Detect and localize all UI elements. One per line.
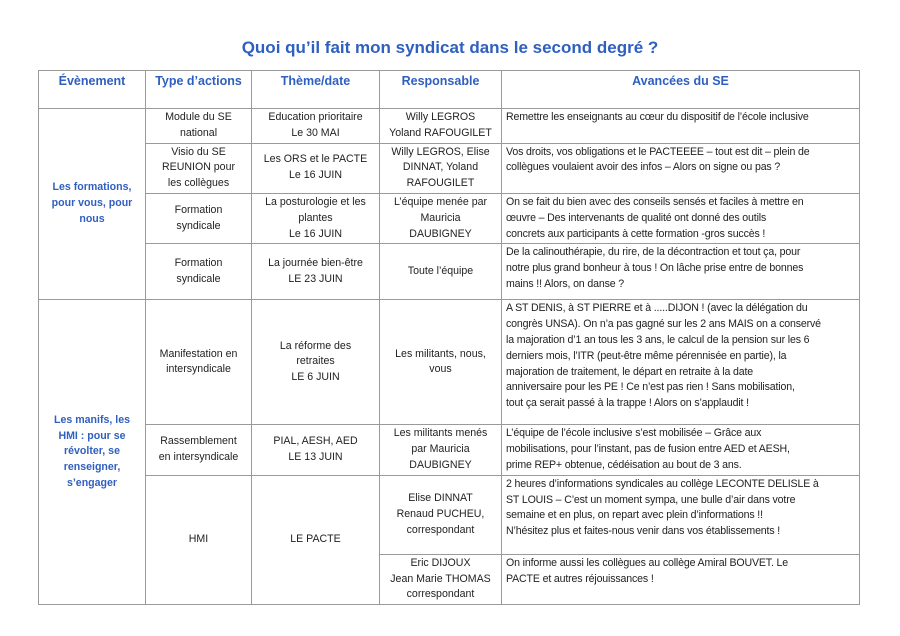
table-row [39, 244, 860, 300]
avancees-cell: De la calinouthérapie, du rire, de la décontraction et tout ça, pour notre plus grand bonheur à tous ! On lâche prise entre de bonnes mains !! Alors, on danse ? [502, 244, 860, 300]
header-avancees: Avancées du SE [502, 71, 860, 109]
theme-cell: PIAL, AESH, AED LE 13 JUIN [252, 425, 380, 475]
avancees-cell: On se fait du bien avec des conseils sensés et faciles à mettre en œuvre – Des intervenants de qualité ont donné des outils concrets aux participants à cette formation -gros succès ! [502, 193, 860, 243]
responsable-cell: Willy LEGROS, Elise DINNAT, Yoland RAFOUGILET [380, 143, 502, 193]
responsable-cell: Elise DINNAT Renaud PUCHEU, correspondant [380, 475, 502, 554]
responsable-cell: Eric DIJOUX Jean Marie THOMAS correspondant [380, 554, 502, 604]
theme-cell: La journée bien-être LE 23 JUIN [252, 244, 380, 300]
header-evenement: Évènement [39, 71, 146, 109]
table-row [39, 300, 860, 425]
table-row [39, 193, 860, 243]
avancees-cell: Vos droits, vos obligations et le PACTEEEE – tout est dit – plein de collègues voulaient avoir des infos – Alors on signe ou pas ? [502, 143, 860, 193]
avancees-cell: Remettre les enseignants au cœur du dispositif de l’école inclusive [502, 109, 860, 144]
theme-cell: Les ORS et le PACTE Le 16 JUIN [252, 143, 380, 193]
responsable-cell: L’équipe menée par Mauricia DAUBIGNEY [380, 193, 502, 243]
type-cell: Rassemblement en intersyndicale [146, 425, 252, 475]
table-row [39, 425, 860, 475]
type-cell: Module du SE national [146, 109, 252, 144]
table-row [39, 475, 860, 554]
event-manifs: Les manifs, les HMI : pour se révolter, se renseigner, s’engager [39, 300, 146, 605]
header-type-actions: Type d’actions [146, 71, 252, 109]
type-cell: Formation syndicale [146, 244, 252, 300]
responsable-cell: Toute l’équipe [380, 244, 502, 300]
table-row [39, 143, 860, 193]
type-cell: Manifestation en intersyndicale [146, 300, 252, 425]
header-theme-date: Thème/date [252, 71, 380, 109]
responsable-cell: Les militants, nous, vous [380, 300, 502, 425]
avancees-cell: On informe aussi les collègues au collège Amiral BOUVET. Le PACTE et autres réjouissances ! [502, 554, 860, 604]
theme-cell: LE PACTE [252, 475, 380, 604]
theme-cell: La réforme des retraites LE 6 JUIN [252, 300, 380, 425]
theme-cell: Education prioritaire Le 30 MAI [252, 109, 380, 144]
theme-cell: La posturologie et les plantes Le 16 JUIN [252, 193, 380, 243]
type-cell: HMI [146, 475, 252, 604]
avancees-cell: L’équipe de l’école inclusive s’est mobilisée – Grâce aux mobilisations, pour l’instant, pas de fusion entre AED et AESH, prime REP+ obtenue, cédéisation au bout de 3 ans. [502, 425, 860, 475]
table-row [39, 109, 860, 144]
responsable-cell: Les militants menés par Mauricia DAUBIGNEY [380, 425, 502, 475]
table-header-row [39, 71, 860, 109]
page-title: Quoi qu’il fait mon syndicat dans le second degré ? [241, 38, 659, 57]
event-formations: Les formations, pour vous, pour nous [39, 109, 146, 300]
header-responsable: Responsable [380, 71, 502, 109]
actions-table [38, 70, 860, 605]
avancees-cell: 2 heures d’informations syndicales au collège LECONTE DELISLE à ST LOUIS – C’est un moment sympa, une bulle d’air dans votre semaine et en plus, on repart avec plein d’informations !! N’hésitez plus et faites-nous venir dans vos établissements ! [502, 475, 860, 554]
responsable-cell: Willy LEGROS Yoland RAFOUGILET [380, 109, 502, 144]
type-cell: Visio du SE REUNION pour les collègues [146, 143, 252, 193]
type-cell: Formation syndicale [146, 193, 252, 243]
avancees-cell: A ST DENIS, à ST PIERRE et à .....DIJON ! (avec la délégation du congrès UNSA). On n’a pas gagné sur les 2 ans MAIS on a conservé la majoration d’1 an tous les 3 ans, le calcul de la pension sur les 6 derniers mois, l’ITR (peut-être même pérennisée en partie), la majoration de traitement, le départ en retraite à la date anniversaire pour les PE ! Ce n’est pas rien ! Sans mobilisation, tout ça serait passé à la trappe ! Alors on s’applaudit ! [502, 300, 860, 425]
